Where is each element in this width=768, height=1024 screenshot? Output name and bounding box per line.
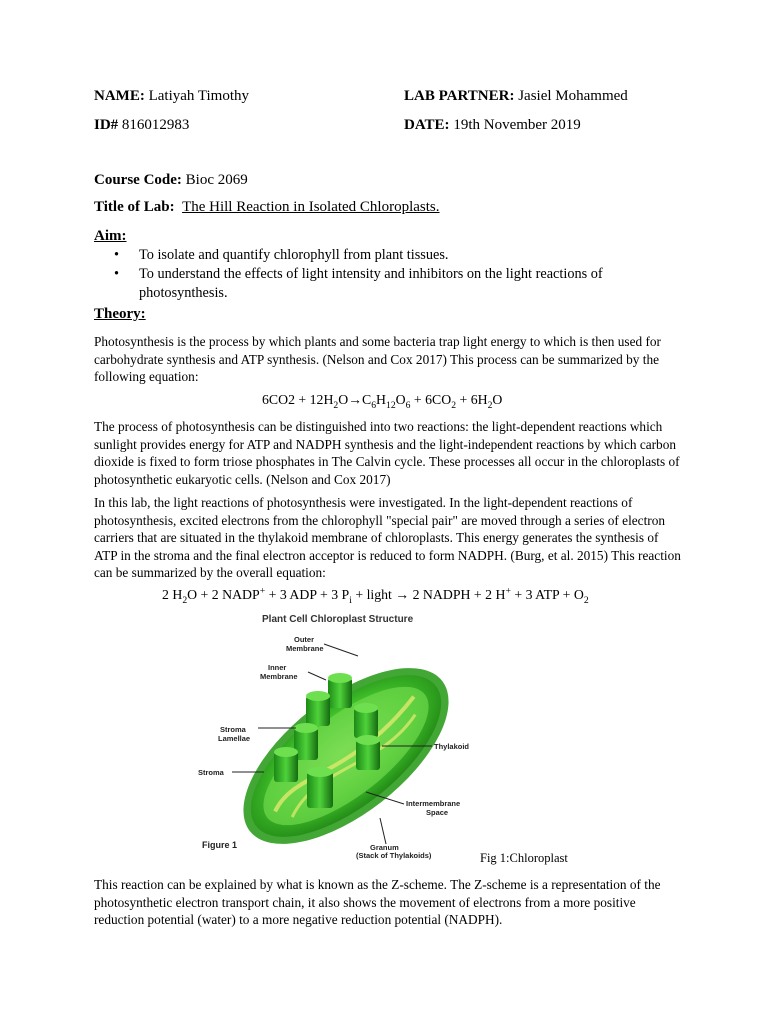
partner-label: LAB PARTNER:: [404, 88, 515, 104]
theory-paragraph-3: In this lab, the light reactions of photosynthesis were investigated. In the light-dependent reactions of photosynthesis, excited electrons from the chlorophyll "special pair" are moved through a series of electron carriers that are situated in the thylakoid membrane of chloroplasts. This energy generates the synthesis of ATP in the stroma and the final electron acceptor is reduced to form NADPH. (Burg, et al. 2015) This reaction can be summarized by the overall equation:: [94, 495, 681, 581]
partner-value: Jasiel Mohammed: [514, 88, 628, 104]
theory-heading: Theory:: [94, 306, 146, 322]
aim-list: [94, 246, 694, 303]
id-value: 816012983: [118, 117, 190, 133]
date-value: 19th November 2019: [449, 117, 581, 133]
bullet-icon: •: [114, 266, 120, 282]
name-label: NAME:: [94, 88, 145, 104]
chloroplast-figure: [196, 606, 490, 864]
theory-paragraph-4: This reaction can be explained by what is known as the Z-scheme. The Z-scheme is a representation of the photosynthetic electron transport chain, it also shows the movement of electrons from a more positive reduction potential (water) to a more negative reduction potential (NADPH).: [94, 877, 661, 928]
aim-item: • To understand the effects of light intensity and inhibitors on the light reactions of photosynthesis.: [114, 266, 603, 301]
title-line: [94, 199, 440, 216]
label-granum-1: Granum: [370, 843, 399, 852]
label-stroma: Stroma: [198, 768, 224, 777]
chloroplast-illustration: [196, 606, 490, 864]
name-line: [94, 88, 249, 105]
course-label: Course Code:: [94, 172, 182, 188]
label-thylakoid: Thylakoid: [434, 742, 470, 751]
figure-caption: Fig 1:Chloroplast: [480, 851, 568, 865]
aim-heading: Aim:: [94, 228, 127, 244]
label-intermembrane-1: Intermembrane: [406, 799, 461, 808]
label-stroma-lamellae-1: Stroma: [220, 725, 246, 734]
figure-title: Plant Cell Chloroplast Structure: [262, 614, 414, 625]
bullet-icon: •: [114, 247, 120, 263]
id-label: ID#: [94, 117, 119, 133]
date-line: [404, 117, 581, 134]
course-line: [94, 172, 248, 189]
label-outer-membrane-2: Membrane: [286, 644, 324, 653]
label-inner-membrane-1: Inner: [268, 663, 287, 672]
label-intermembrane-2: Space: [426, 808, 449, 817]
theory-paragraph-2: The process of photosynthesis can be distinguished into two reactions: the light-dependent reactions which sunlight provides energy for ATP and NADPH synthesis and the light-independent reactions by which carbon dioxide is fixed to form triose phosphates in The Calvin cycle. These processes all occur in the chloroplasts of photosynthetic eukaryotic cells. (Nelson and Cox 2017): [94, 419, 680, 487]
theory-paragraph-1: Photosynthesis is the process by which plants and some bacteria trap light energy to which is then used for carbohydrate synthesis and ATP synthesis. (Nelson and Cox 2017) This process can be summarized by the following equation:: [94, 334, 661, 385]
date-label: DATE:: [404, 117, 450, 133]
label-granum-2: (Stack of Thylakoids): [356, 851, 432, 860]
lab-title: The Hill Reaction in Isolated Chloroplasts.: [182, 199, 440, 215]
figure-number: Figure 1: [202, 840, 238, 850]
photosynthesis-equation: $6CO2 + 12H_2O\to C_6H_{12}O_6 + 6CO_2 + 6H_2O$: [262, 392, 503, 411]
partner-line: [404, 88, 628, 105]
title-label: Title of Lab:: [94, 199, 175, 215]
light-reaction-equation: 2 $H_2O + 2$ NADP+ + 3 ADP + 3 $P_i$ + light → 2 NADPH + 2 H+ + 3 ATP + $O_2$: [162, 585, 589, 606]
label-stroma-lamellae-2: Lamellae: [218, 734, 251, 743]
label-outer-membrane-1: Outer: [294, 635, 315, 644]
id-line: [94, 117, 189, 134]
aim-item: • To isolate and quantify chlorophyll from plant tissues.: [114, 247, 449, 263]
label-inner-membrane-2: Membrane: [260, 672, 298, 681]
course-value: Bioc 2069: [181, 172, 248, 188]
name-value: Latiyah Timothy: [144, 88, 250, 104]
